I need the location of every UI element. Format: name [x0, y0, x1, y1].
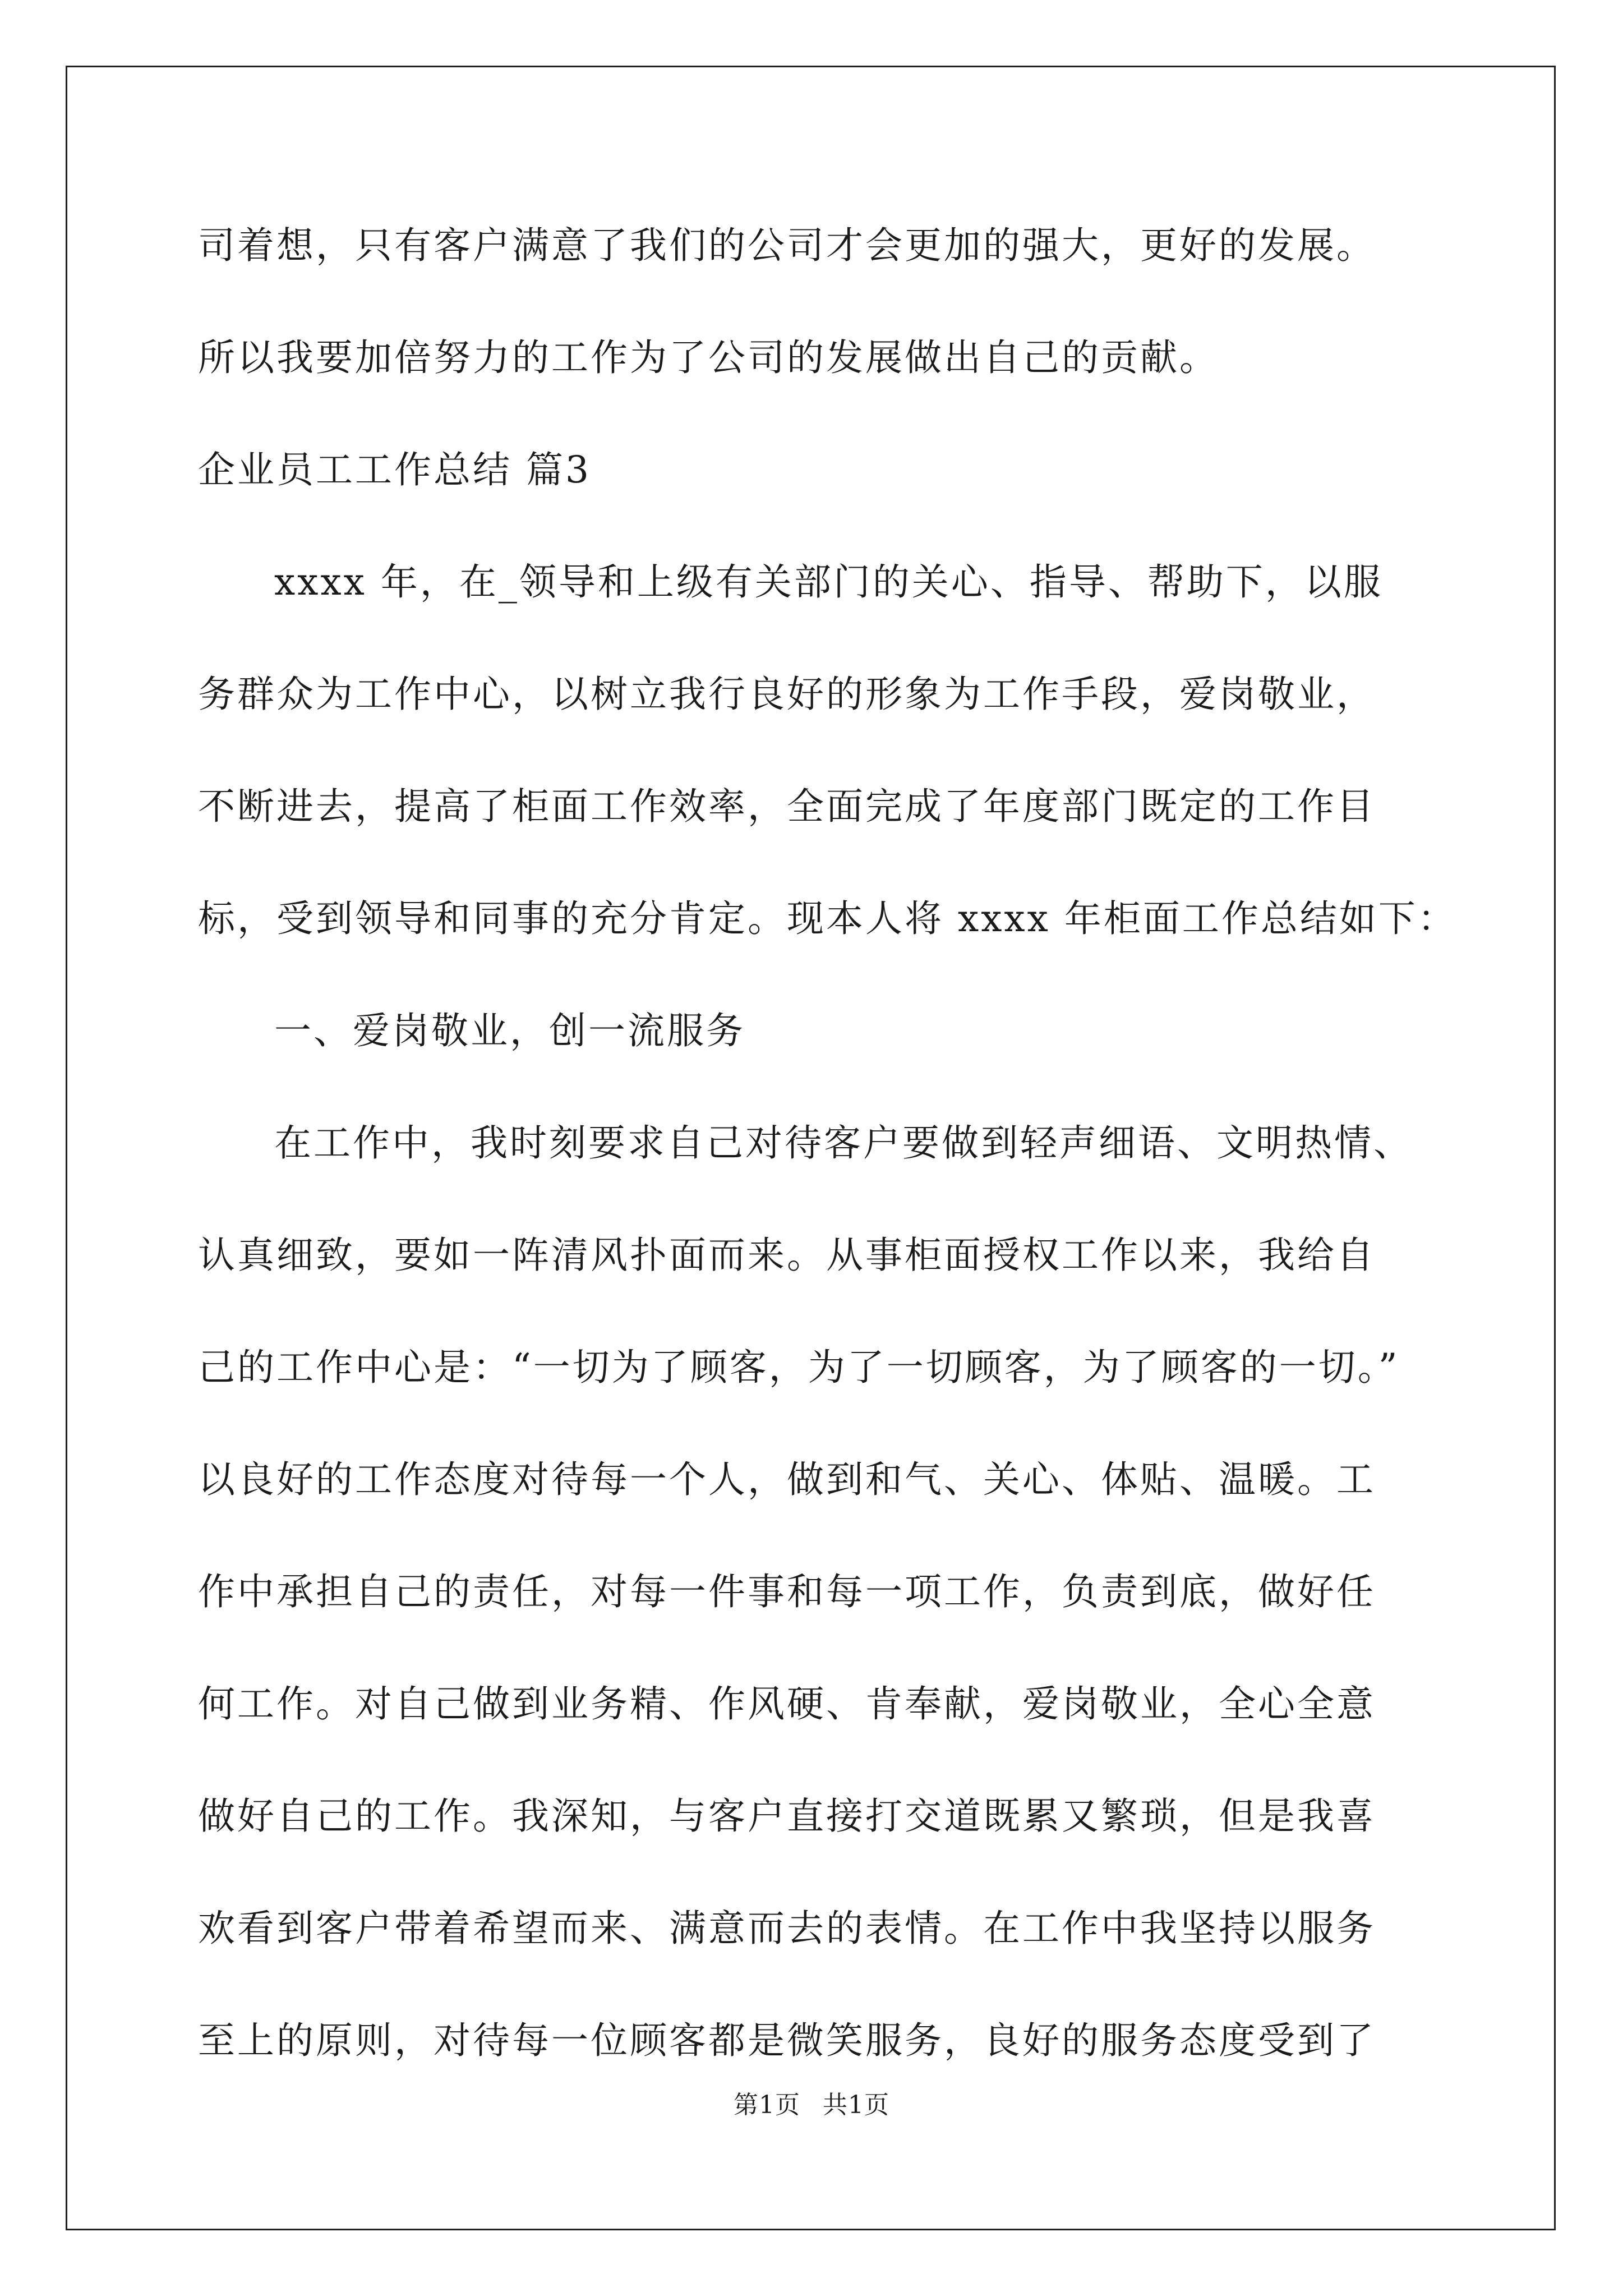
text-line: 以良好的工作态度对待每一个人，做到和气、关心、体贴、温暖。工 [198, 1458, 1376, 1501]
text-line: 标，受到领导和同事的充分肯定。现本人将 xxxx 年柜面工作总结如下： [198, 897, 1457, 940]
subsection-heading: 一、爱岗敬业，创一流服务 [274, 1009, 745, 1052]
text-line: 做好自己的工作。我深知，与客户直接打交道既累又繁琐，但是我喜 [198, 1795, 1376, 1838]
text-line: 己的工作中心是：“一切为了顾客，为了一切顾客，为了顾客的一切。” [198, 1346, 1400, 1389]
text-line: 所以我要加倍努力的工作为了公司的发展做出自己的贡献。 [198, 336, 1219, 379]
document-body [198, 190, 1482, 2097]
page-footer [0, 2085, 1623, 2120]
text-line: 不断进去，提高了柜面工作效率，全面完成了年度部门既定的工作目 [198, 785, 1376, 828]
paragraph-start-line: xxxx 年，在_领导和上级有关部门的关心、指导、帮助下，以服 [274, 560, 1383, 604]
text-line: 认真细致，要如一阵清风扑面而来。从事柜面授权工作以来，我给自 [198, 1234, 1376, 1277]
text-line: 作中承担自己的责任，对每一件事和每一项工作，负责到底，做好任 [198, 1570, 1376, 1613]
text-line: 司着想，只有客户满意了我们的公司才会更加的强大，更好的发展。 [198, 224, 1376, 267]
page-number: 第1页 [734, 2091, 800, 2119]
paragraph-start-line: 在工作中，我时刻要求自己对待客户要做到轻声细语、文明热情、 [274, 1121, 1413, 1165]
text-line: 何工作。对自己做到业务精、作风硬、肯奉献，爱岗敬业，全心全意 [198, 1682, 1376, 1726]
page-total: 共1页 [823, 2091, 889, 2119]
text-line: 至上的原则，对待每一位顾客都是微笑服务，良好的服务态度受到了 [198, 2019, 1376, 2062]
text-line: 欢看到客户带着希望而来、满意而去的表情。在工作中我坚持以服务 [198, 1907, 1376, 1950]
text-line: 务群众为工作中心，以树立我行良好的形象为工作手段，爱岗敬业， [198, 673, 1376, 716]
section-heading: 企业员工工作总结 篇3 [198, 448, 591, 491]
